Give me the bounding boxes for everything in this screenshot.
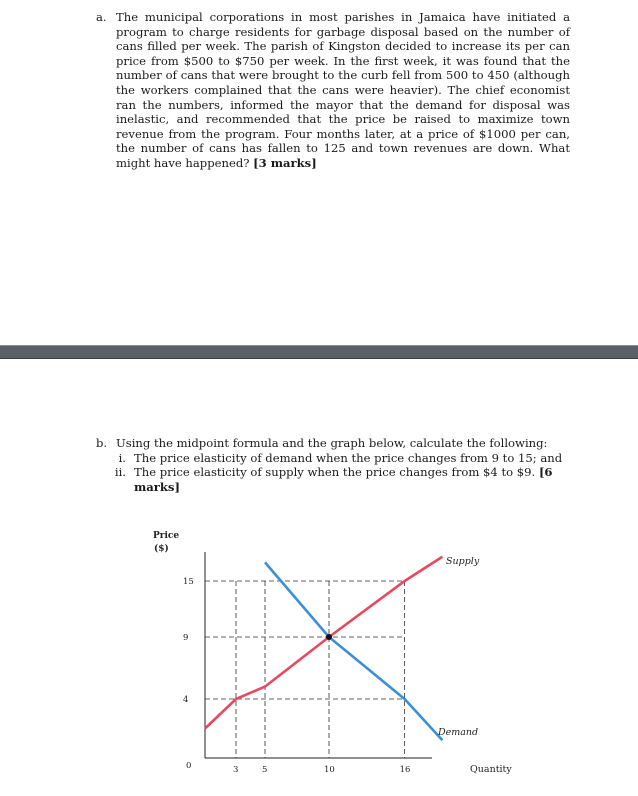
question-b-marks: [6 marks] — [134, 465, 553, 494]
item-text: The price elasticity of demand when the price changes from 9 to 15; and — [134, 450, 563, 465]
y-axis-label-line2: ($) — [154, 544, 169, 554]
chart-labels — [153, 531, 512, 775]
x-tick-label: 5 — [262, 765, 268, 775]
x-tick-label: 3 — [233, 765, 239, 775]
item-number: i. — [118, 450, 126, 465]
item-text: The price elasticity of supply when the price changes from $4 to $9. — [134, 465, 536, 480]
origin-label: 0 — [186, 761, 192, 771]
y-axis-label-line1: Price — [153, 531, 180, 541]
question-a-label: a. — [96, 10, 107, 24]
y-tick-label: 15 — [183, 577, 194, 588]
equilibrium-point — [326, 634, 332, 640]
x-tick-label: 16 — [399, 765, 411, 775]
y-tick-label: 9 — [183, 633, 189, 643]
x-axis-label: Quantity — [470, 764, 512, 775]
demand-curve — [265, 562, 442, 740]
question-b-label: b. — [96, 436, 108, 450]
curves — [205, 557, 442, 741]
item-number: ii. — [114, 465, 126, 480]
supply-label: Supply — [446, 556, 480, 567]
y-tick-label: 4 — [183, 695, 189, 705]
question-a-text: The municipal corporations in most parishes in Jamaica have initiated a program to charge residents for garbage disposal based on the number of cans filled per week. The parish of Kingston decided to increase its per can price from $500 to $750 per week. In the first week, it was found that the number of cans that were brought to the curb fell from 500 to 450 (although the workers complained that the cans were heavier). The chief economist ran the numbers, informed the mayor that the demand for disposal was inelastic, and recommended that the price be raised to maximize town revenue from the program. Four months later, at a price of $1000 per can, the number of cans has fallen to 125 and town revenues are down. What might have happened? — [116, 10, 570, 170]
demand-label: Demand — [438, 727, 479, 738]
question-b-intro: Using the midpoint formula and the graph below, calculate the following: — [116, 436, 548, 450]
x-tick-label: 10 — [324, 765, 335, 775]
axes — [205, 552, 432, 758]
question-a-marks: [3 marks] — [253, 155, 317, 170]
